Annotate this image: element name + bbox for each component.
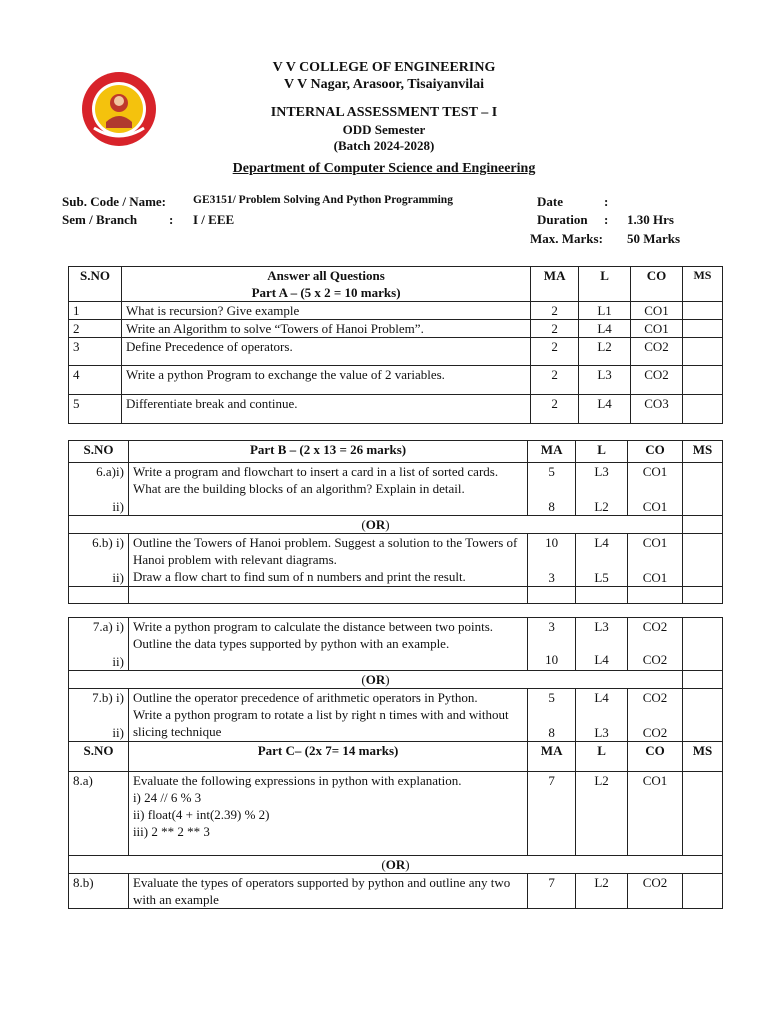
co-2: CO1 bbox=[642, 570, 668, 585]
question bbox=[128, 463, 527, 516]
ms bbox=[682, 302, 722, 320]
spacer-row bbox=[69, 587, 723, 604]
table-row bbox=[69, 874, 723, 909]
marks-1: 3 bbox=[548, 619, 555, 634]
question: Define Precedence of operators. bbox=[121, 338, 530, 366]
ms bbox=[682, 772, 722, 856]
ms bbox=[682, 338, 722, 366]
or-label: OR bbox=[365, 517, 386, 532]
co: CO2 bbox=[628, 874, 683, 909]
level bbox=[576, 618, 628, 671]
question: Write an Algorithm to solve “Towers of Hanoi Problem”. bbox=[121, 320, 530, 338]
co-2: CO1 bbox=[642, 499, 668, 514]
header-part-b-title: Part B – (2 x 13 = 26 marks) bbox=[128, 441, 527, 463]
blank bbox=[69, 587, 129, 604]
header-l: L bbox=[576, 441, 628, 463]
expression-1: i) 24 // 6 % 3 bbox=[132, 790, 202, 805]
ms bbox=[682, 516, 722, 534]
table-row bbox=[69, 689, 723, 742]
blank bbox=[528, 587, 576, 604]
header-part-c-title: Part C– (2x 7= 14 marks) bbox=[128, 742, 527, 772]
co: CO1 bbox=[631, 302, 683, 320]
co bbox=[628, 534, 683, 587]
expression-2: ii) float(4 + int(2.39) % 2) bbox=[132, 807, 270, 822]
question bbox=[128, 534, 527, 587]
co-1: CO1 bbox=[642, 464, 668, 479]
level: L4 bbox=[579, 320, 631, 338]
sno bbox=[69, 463, 129, 516]
co-1: CO2 bbox=[642, 619, 668, 634]
header-ma: MA bbox=[528, 441, 576, 463]
question: Write a python Program to exchange the value of 2 variables. bbox=[121, 366, 530, 395]
marks-2: 8 bbox=[548, 725, 555, 740]
or-divider: (OR) bbox=[69, 516, 683, 534]
sno-sub: ii) bbox=[112, 499, 124, 514]
sem-label: Sem / Branch bbox=[62, 212, 138, 227]
sno-main: 7.b) i) bbox=[92, 690, 124, 705]
header-part-a-title: Part A – (5 x 2 = 10 marks) bbox=[251, 285, 401, 300]
header-l: L bbox=[576, 742, 628, 772]
header-co: CO bbox=[628, 742, 683, 772]
sno: 1 bbox=[69, 302, 122, 320]
sub-code-label: Sub. Code / Name: bbox=[62, 194, 167, 209]
marks: 7 bbox=[528, 874, 576, 909]
co: CO2 bbox=[631, 366, 683, 395]
co-2: CO2 bbox=[642, 725, 668, 740]
ms bbox=[682, 618, 722, 671]
question: Differentiate break and continue. bbox=[121, 395, 530, 424]
header-sno: S.NO bbox=[69, 267, 122, 302]
blank bbox=[682, 587, 722, 604]
co bbox=[628, 463, 683, 516]
duration-colon: : bbox=[604, 212, 609, 227]
college-address: V V Nagar, Arasoor, Tisaiyanvilai bbox=[284, 77, 484, 92]
header-sno: S.NO bbox=[69, 441, 129, 463]
header-instruction: Answer all Questions bbox=[267, 268, 385, 283]
part-a-table bbox=[68, 266, 723, 424]
college-name: V V COLLEGE OF ENGINEERING bbox=[272, 60, 496, 75]
ms bbox=[682, 671, 722, 689]
table-row bbox=[69, 463, 723, 516]
question-part-1: Outline the operator precedence of arithmetic operators in Python. bbox=[132, 690, 478, 705]
marks-2: 10 bbox=[545, 652, 559, 667]
table-row bbox=[69, 338, 723, 366]
ms bbox=[682, 366, 722, 395]
ms bbox=[682, 463, 722, 516]
co: CO3 bbox=[631, 395, 683, 424]
header-questions bbox=[121, 267, 530, 302]
spacer-row bbox=[69, 604, 723, 618]
duration-label: Duration bbox=[537, 212, 588, 227]
level-1: L3 bbox=[594, 464, 609, 479]
marks-value: 50 Marks bbox=[627, 231, 681, 246]
marks: 2 bbox=[531, 302, 579, 320]
marks bbox=[528, 534, 576, 587]
test-title: INTERNAL ASSESSMENT TEST – I bbox=[270, 105, 498, 120]
table-row bbox=[69, 534, 723, 587]
sno: 8.a) bbox=[69, 772, 129, 856]
sub-code-value: GE3151/ Problem Solving And Python Programming bbox=[193, 194, 453, 206]
header-ms: MS bbox=[682, 267, 722, 302]
header-ma: MA bbox=[528, 742, 576, 772]
sno bbox=[69, 534, 129, 587]
header-ma: MA bbox=[531, 267, 579, 302]
header-co: CO bbox=[628, 441, 683, 463]
level-1: L3 bbox=[594, 619, 609, 634]
sno bbox=[69, 618, 129, 671]
or-label: OR bbox=[365, 672, 386, 687]
co: CO2 bbox=[631, 338, 683, 366]
blank bbox=[69, 604, 723, 618]
marks-2: 3 bbox=[548, 570, 555, 585]
question-part-2: Outline the data types supported by python with an example. bbox=[132, 636, 450, 651]
level: L2 bbox=[576, 772, 628, 856]
ms bbox=[682, 534, 722, 587]
header-sno: S.NO bbox=[69, 742, 129, 772]
level bbox=[576, 534, 628, 587]
sem-colon: : bbox=[169, 212, 174, 227]
sno-main: 6.b) i) bbox=[92, 535, 124, 550]
or-label: OR bbox=[385, 857, 406, 872]
blank bbox=[628, 587, 683, 604]
level: L2 bbox=[576, 874, 628, 909]
header-l: L bbox=[579, 267, 631, 302]
question: Evaluate the types of operators supported by python and outline any two with an example bbox=[128, 874, 527, 909]
table-row bbox=[69, 618, 723, 671]
marks bbox=[528, 689, 576, 742]
blank bbox=[576, 587, 628, 604]
sno: 8.b) bbox=[69, 874, 129, 909]
date-colon: : bbox=[604, 194, 609, 209]
blank bbox=[128, 587, 527, 604]
marks: 7 bbox=[528, 772, 576, 856]
sno-main: 6.a)i) bbox=[96, 464, 124, 479]
date-label: Date bbox=[537, 194, 563, 209]
question-part-1: Outline the Towers of Hanoi problem. Suggest a solution to the Towers of Hanoi problem with relevant diagrams. bbox=[132, 535, 518, 567]
marks-1: 5 bbox=[548, 690, 555, 705]
marks bbox=[528, 463, 576, 516]
co-1: CO2 bbox=[642, 690, 668, 705]
marks-1: 5 bbox=[548, 464, 555, 479]
department: Department of Computer Science and Engineering bbox=[232, 161, 536, 176]
question-part-2: What are the building blocks of an algorithm? Explain in detail. bbox=[132, 481, 465, 496]
part-a-header bbox=[69, 267, 723, 302]
question bbox=[128, 772, 527, 856]
sem-value: I / EEE bbox=[193, 212, 235, 227]
level: L3 bbox=[579, 366, 631, 395]
question-part-1: Write a python program to calculate the distance between two points. bbox=[132, 619, 494, 634]
sno: 5 bbox=[69, 395, 122, 424]
sno: 4 bbox=[69, 366, 122, 395]
sno bbox=[69, 689, 129, 742]
marks-2: 8 bbox=[548, 499, 555, 514]
table-row bbox=[69, 320, 723, 338]
or-divider: (OR) bbox=[69, 856, 723, 874]
sno-sub: ii) bbox=[112, 654, 124, 669]
co bbox=[628, 618, 683, 671]
marks: 2 bbox=[531, 366, 579, 395]
or-row bbox=[69, 516, 723, 534]
expression-3: iii) 2 ** 2 ** 3 bbox=[132, 824, 210, 839]
semester: ODD Semester bbox=[342, 122, 426, 137]
header-ms: MS bbox=[682, 742, 722, 772]
table-row bbox=[69, 395, 723, 424]
co: CO1 bbox=[631, 320, 683, 338]
ms bbox=[682, 395, 722, 424]
part-bc-table bbox=[68, 440, 723, 909]
batch: (Batch 2024-2028) bbox=[333, 138, 435, 153]
sno: 2 bbox=[69, 320, 122, 338]
level: L2 bbox=[579, 338, 631, 366]
header-co: CO bbox=[631, 267, 683, 302]
duration-value: 1.30 Hrs bbox=[627, 212, 674, 227]
level-2: L2 bbox=[594, 499, 609, 514]
co: CO1 bbox=[628, 772, 683, 856]
sno-sub: ii) bbox=[112, 570, 124, 585]
marks bbox=[528, 618, 576, 671]
level-1: L4 bbox=[594, 690, 609, 705]
level bbox=[576, 463, 628, 516]
header-ms: MS bbox=[682, 441, 722, 463]
question-part-1: Write a program and flowchart to insert a card in a list of sorted cards. bbox=[132, 464, 499, 479]
level-2: L4 bbox=[594, 652, 609, 667]
part-b-header bbox=[69, 441, 723, 463]
question-text: Evaluate the following expressions in python with explanation. bbox=[132, 773, 462, 788]
or-row bbox=[69, 856, 723, 874]
co-1: CO1 bbox=[642, 535, 668, 550]
ms bbox=[682, 874, 722, 909]
or-row bbox=[69, 671, 723, 689]
or-divider: (OR) bbox=[69, 671, 683, 689]
question bbox=[128, 618, 527, 671]
level: L4 bbox=[579, 395, 631, 424]
sno: 3 bbox=[69, 338, 122, 366]
part-c-header bbox=[69, 742, 723, 772]
table-row bbox=[69, 366, 723, 395]
co-2: CO2 bbox=[642, 652, 668, 667]
ms bbox=[682, 320, 722, 338]
level-2: L5 bbox=[594, 570, 609, 585]
co bbox=[628, 689, 683, 742]
level-2: L3 bbox=[594, 725, 609, 740]
marks: 2 bbox=[531, 338, 579, 366]
table-row bbox=[69, 772, 723, 856]
question-part-2: Draw a flow chart to find sum of n numbers and print the result. bbox=[132, 569, 466, 584]
level bbox=[576, 689, 628, 742]
question-part-2: Write a python program to rotate a list by right n times with and without slicing technique bbox=[132, 707, 509, 739]
table-row bbox=[69, 302, 723, 320]
level: L1 bbox=[579, 302, 631, 320]
level-1: L4 bbox=[594, 535, 609, 550]
question bbox=[128, 689, 527, 742]
ms bbox=[682, 689, 722, 742]
question: What is recursion? Give example bbox=[121, 302, 530, 320]
marks-1: 10 bbox=[545, 535, 559, 550]
sno-main: 7.a) i) bbox=[92, 619, 124, 634]
marks-label: Max. Marks: bbox=[530, 231, 603, 246]
marks: 2 bbox=[531, 320, 579, 338]
sno-sub: ii) bbox=[112, 725, 124, 740]
marks: 2 bbox=[531, 395, 579, 424]
